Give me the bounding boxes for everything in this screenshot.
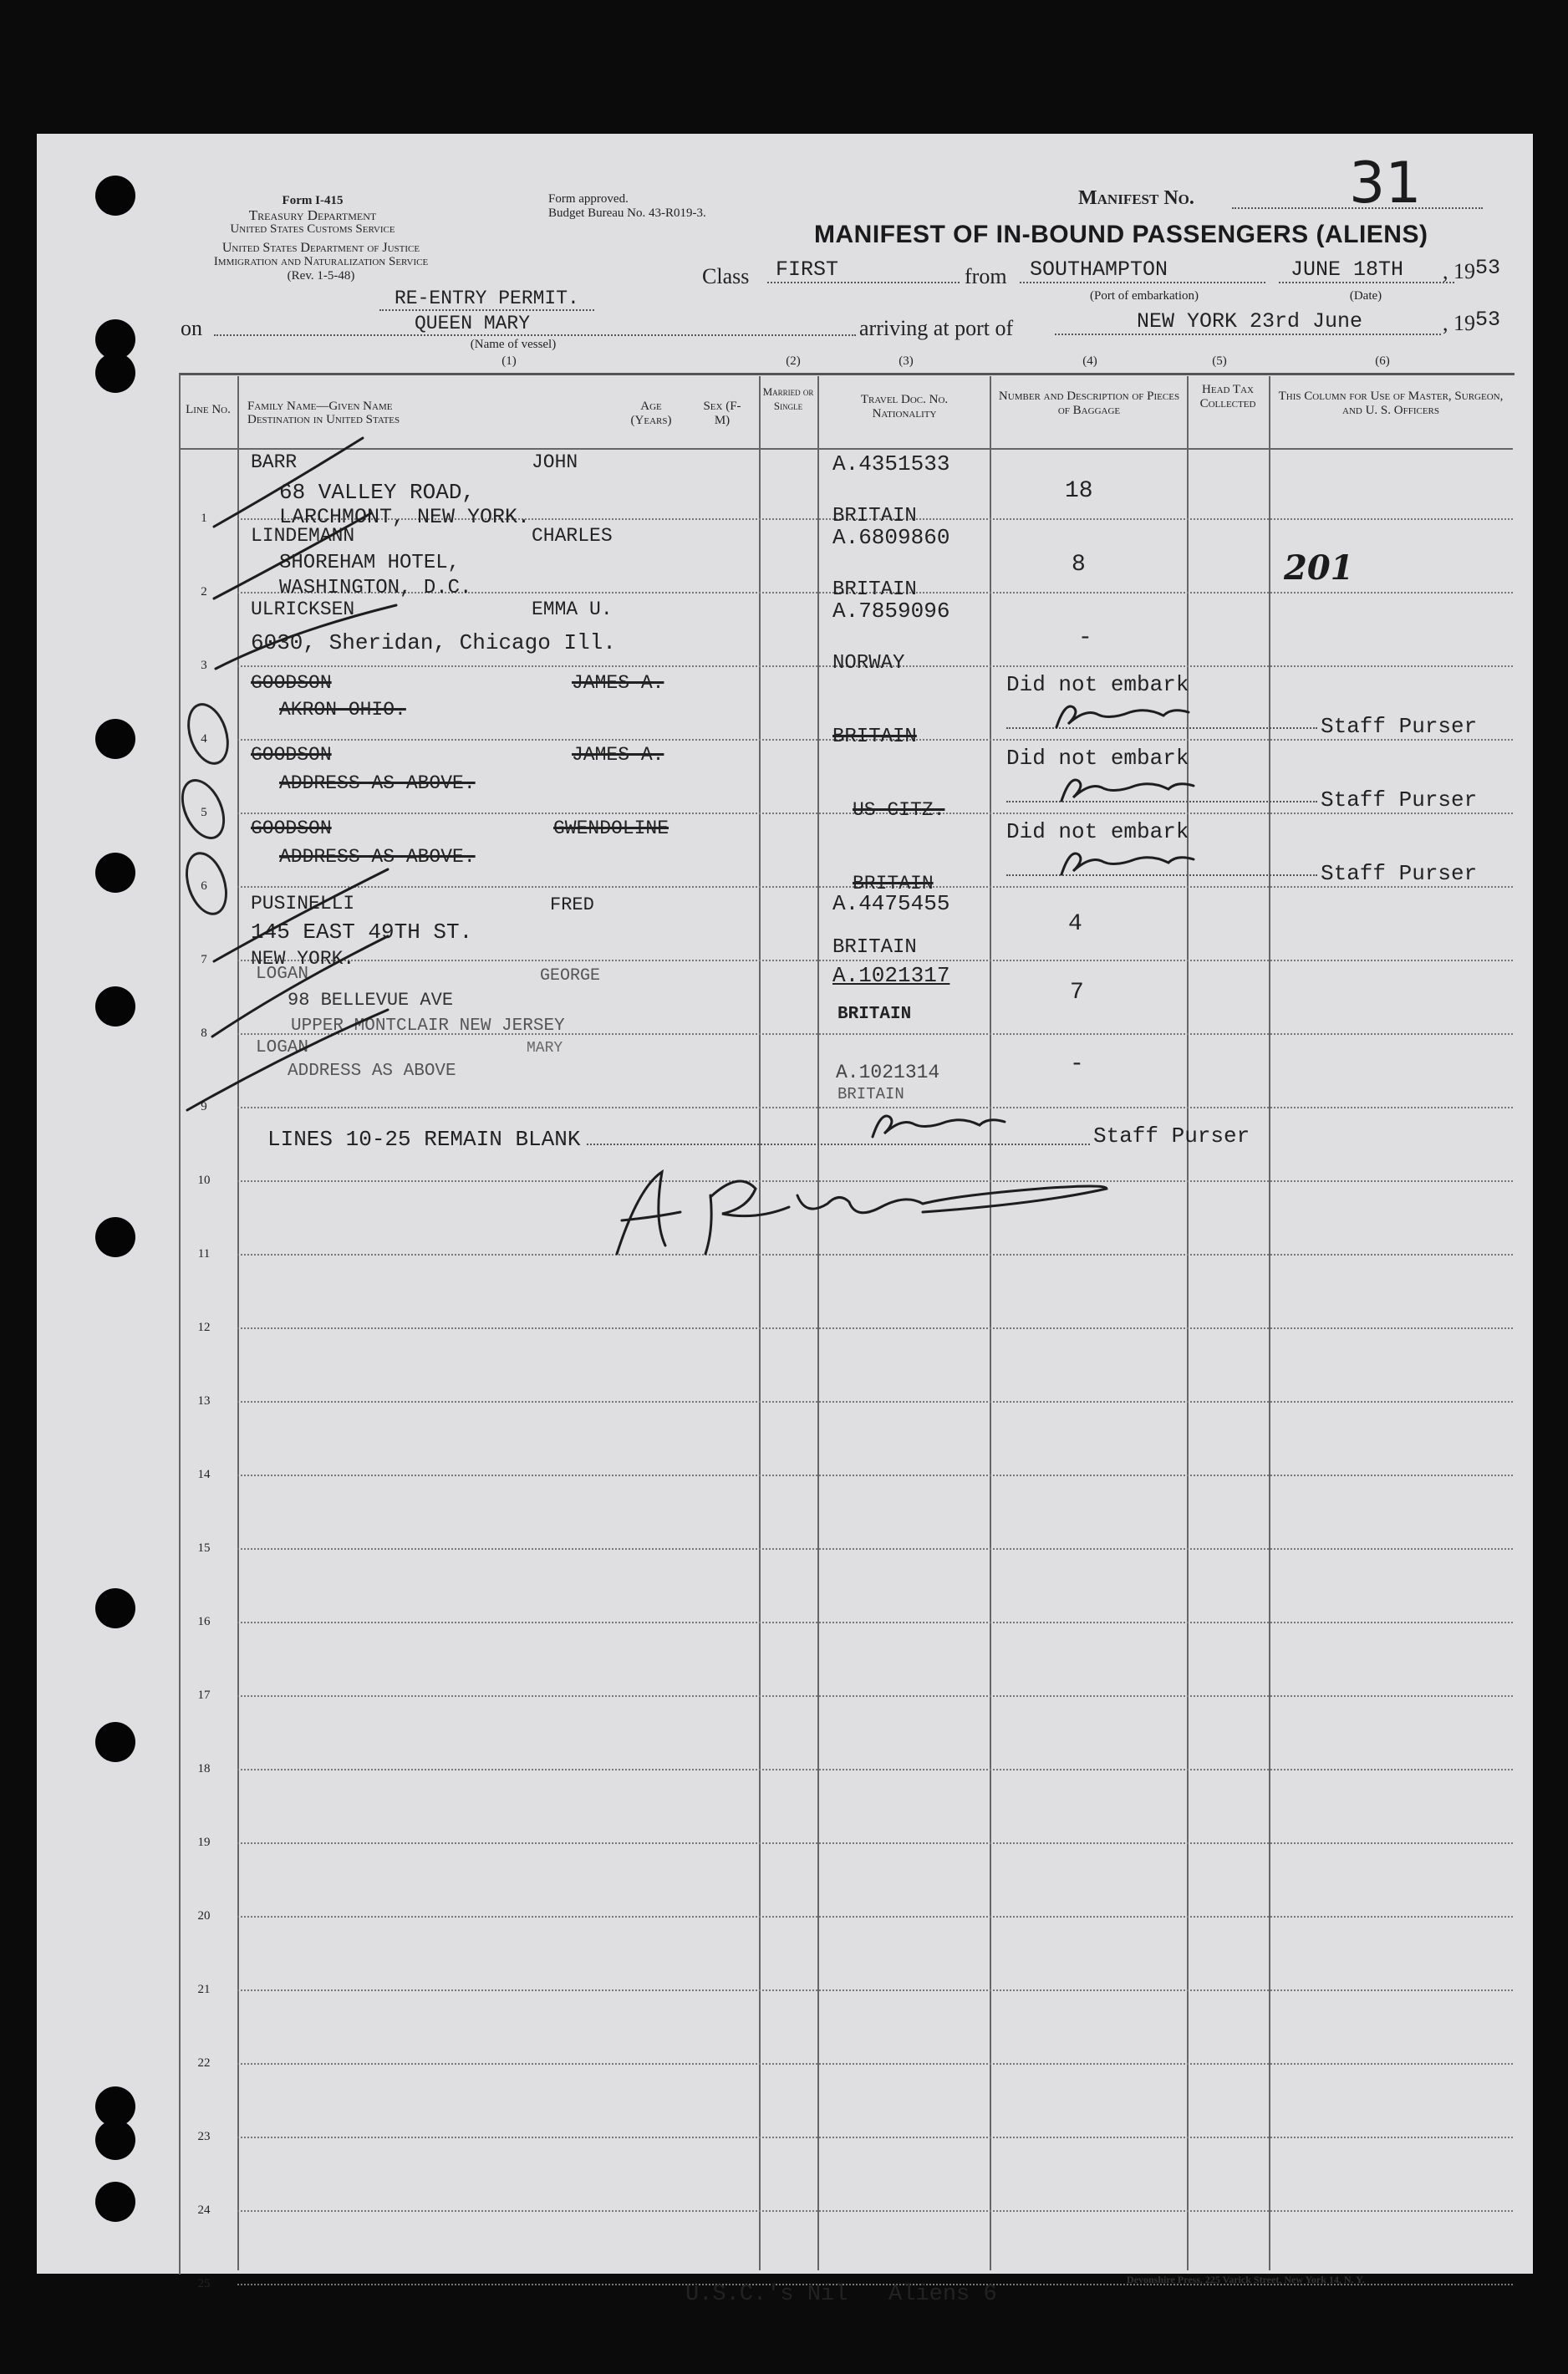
entry-4-family: GOODSON [251, 672, 332, 694]
year-1-prefix: , 19 [1443, 259, 1475, 283]
row-rule [237, 1475, 1513, 1476]
entry-7-family: PUSINELLI [251, 893, 355, 914]
entry-7-nationality: BRITAIN [832, 936, 917, 959]
class-value-text: FIRST [776, 257, 839, 282]
class-label: Class [702, 264, 750, 288]
entry-1-given: JOHN [532, 451, 578, 473]
arrival-port-text: NEW YORK 23rd June [1137, 309, 1363, 334]
row-rule [237, 1401, 1513, 1403]
line-number-3: 3 [201, 659, 207, 672]
entry-2-officer-mark: 201 [1284, 548, 1354, 588]
line-number-4: 4 [201, 732, 207, 746]
entry-3-addr1: 6030, Sheridan, Chicago Ill. [251, 630, 616, 655]
manifest-number: 31 [1349, 150, 1422, 217]
entry-3-baggage: - [1078, 625, 1092, 651]
punch-hole [95, 2182, 135, 2222]
arriving-label: arriving at port of [859, 316, 1014, 340]
hdr-name: Family Name—Given Name [247, 400, 393, 413]
hdr-married: Married or Single [762, 385, 814, 412]
entry-5-addr1: ADDRESS AS ABOVE. [279, 772, 476, 794]
hdr-travel-doc: Travel Doc. No. Nationality [860, 393, 949, 420]
line-number-8: 8 [201, 1027, 207, 1040]
line-number-25: 25 [197, 2277, 211, 2290]
purser-initials-6 [1061, 853, 1194, 874]
line-number-6: 6 [201, 879, 207, 893]
footer-summary: U.S.C.'s Nil Aliens 6 [685, 2282, 997, 2307]
row-rule [237, 1622, 1513, 1623]
entry-2-given: CHARLES [532, 525, 613, 547]
entry-7-addr2: NEW YORK. [251, 948, 355, 970]
col-num-6: (6) [1375, 354, 1390, 368]
entry-1-doc: A.4351533 [832, 451, 950, 476]
vessel-value-text: QUEEN MARY [415, 313, 531, 334]
hdr-age: Age (Years) [630, 400, 672, 427]
row-rule [237, 1842, 1513, 1844]
from-value-text: SOUTHAMPTON [1030, 257, 1168, 282]
row-rule [237, 2063, 1513, 2065]
row-rule [237, 1989, 1513, 1991]
entry-3-given: EMMA U. [532, 599, 613, 620]
col-num-2: (2) [786, 354, 801, 368]
line-number-5: 5 [201, 806, 207, 819]
entry-6-family: GOODSON [251, 818, 332, 839]
printer-credit: Devonshire Press, 225 Varick Street, New York 14, N. Y. [1127, 2274, 1365, 2285]
treasury-dept: Treasury Department [248, 207, 377, 223]
entry-4-nationality: BRITAIN [832, 726, 917, 748]
hdr-sex: Sex (F-M) [703, 400, 741, 427]
year-2-prefix: , 19 [1443, 311, 1475, 335]
entry-8-given: GEORGE [540, 966, 601, 986]
checkmark-9 [187, 1010, 388, 1110]
manifest-sheet [37, 134, 1533, 2307]
entry-8-addr1: 98 BELLEVUE AVE [288, 990, 454, 1011]
checkmark-1 [214, 438, 363, 527]
line-number-12: 12 [197, 1321, 211, 1334]
line-number-15: 15 [197, 1541, 211, 1555]
entry-2-family: LINDEMANN [251, 525, 355, 547]
form-number: Form I-415 [282, 194, 344, 207]
col-num-1: (1) [501, 354, 517, 368]
line-number-24: 24 [197, 2203, 211, 2217]
on-label: on [181, 316, 202, 340]
from-label: from [965, 264, 1007, 288]
row-rule [237, 1548, 1513, 1550]
budget-bureau: Budget Bureau No. 43-R019-3. [548, 206, 706, 220]
checkmark-7 [214, 869, 388, 961]
entry-2-doc: A.6809860 [832, 525, 950, 550]
entry-6-officer: Staff Purser [1321, 861, 1478, 886]
entry-8-family: LOGAN [256, 965, 309, 984]
entry-9-addr1: ADDRESS AS ABOVE [288, 1062, 456, 1081]
entry-4-officer: Staff Purser [1321, 714, 1478, 739]
hdr-officers: This Column for Use of Master, Surgeon, and U. S. Officers [1278, 390, 1504, 417]
entry-7-doc: A.4475455 [832, 891, 950, 916]
row-rule [237, 2210, 1513, 2212]
manifest-title: MANIFEST OF IN-BOUND PASSENGERS (ALIENS) [814, 221, 1428, 248]
date-caption: (Date) [1349, 289, 1382, 303]
manifest-no-label: Manifest No. [1078, 187, 1194, 209]
row-rule [237, 1695, 1513, 1697]
col-num-5: (5) [1212, 354, 1227, 368]
entry-3-nationality: NORWAY [832, 652, 905, 675]
entry-1-family: BARR [251, 451, 298, 473]
officer-signature [617, 1172, 1107, 1254]
line-number-13: 13 [197, 1394, 211, 1408]
hdr-baggage: Number and Description of Pieces of Baggage [998, 390, 1180, 417]
entry-7-given: FRED [550, 894, 594, 915]
line-number-2: 2 [201, 585, 207, 599]
blank-lines-note: LINES 10-25 REMAIN BLANK [267, 1127, 581, 1152]
justice-dept: United States Department of Justice [221, 241, 420, 255]
embark-caption: (Port of embarkation) [1090, 289, 1199, 303]
entry-5-nationality: US CITZ. [853, 799, 945, 821]
line-number-18: 18 [197, 1762, 211, 1775]
line-number-11: 11 [197, 1247, 211, 1261]
date-value-text: JUNE 18TH [1291, 257, 1404, 282]
col-num-3: (3) [899, 354, 914, 368]
entry-1-nationality: BRITAIN [832, 505, 917, 527]
entry-8-addr2: UPPER MONTCLAIR NEW JERSEY [291, 1016, 565, 1036]
entry-9-family: LOGAN [256, 1038, 309, 1057]
year-2-value: 53 [1475, 308, 1501, 332]
entry-6-nationality: BRITAIN [853, 873, 934, 894]
row-rule [237, 2137, 1513, 2138]
line-number-14: 14 [197, 1468, 211, 1481]
punch-hole [95, 1588, 135, 1628]
vessel-caption: (Name of vessel) [470, 338, 557, 351]
hdr-head-tax: Head Tax Collected [1199, 383, 1256, 410]
line-number-1: 1 [201, 512, 207, 525]
line-number-20: 20 [197, 1909, 211, 1923]
entry-9-doc: A.1021314 [836, 1062, 940, 1083]
customs-service: United States Customs Service [230, 222, 395, 236]
entry-2-addr1: SHOREHAM HOTEL, [279, 552, 461, 574]
line-number-9: 9 [201, 1100, 207, 1113]
entry-1-baggage: 18 [1065, 478, 1093, 504]
immigration-service: Immigration and Naturalization Service [213, 255, 429, 268]
line-number-21: 21 [197, 1983, 211, 1996]
entry-9-baggage: - [1070, 1052, 1084, 1077]
row-rule [237, 1769, 1513, 1770]
hdr-destination: Destination in United States [247, 413, 400, 426]
entry-4-addr1: AKRON OHIO. [279, 699, 406, 721]
purser-initials-5 [1061, 780, 1194, 801]
entry-8-nationality: BRITAIN [837, 1005, 912, 1024]
entry-7-baggage: 4 [1068, 911, 1082, 937]
reentry-permit-text: RE-ENTRY PERMIT. [379, 288, 594, 311]
line-number-16: 16 [197, 1615, 211, 1628]
punch-hole [95, 2120, 135, 2160]
line-number-19: 19 [197, 1836, 211, 1849]
revision: (Rev. 1-5-48) [287, 269, 355, 283]
entry-5-given: JAMES A. [572, 744, 664, 766]
entry-1-addr2: LARCHMONT, NEW YORK. [279, 505, 531, 529]
entry-9-nationality: BRITAIN [837, 1085, 904, 1103]
line-number-17: 17 [197, 1689, 211, 1702]
hdr-line-no: Line No. [186, 403, 231, 416]
entry-1-addr1: 68 VALLEY ROAD, [279, 480, 476, 505]
entry-2-nationality: BRITAIN [832, 578, 917, 601]
line-number-23: 23 [197, 2130, 211, 2143]
entry-4-baggage: Did not embark [1006, 672, 1189, 697]
blank-lines-sign: Staff Purser [1093, 1123, 1250, 1149]
line-number-22: 22 [197, 2056, 211, 2070]
entry-2-baggage: 8 [1072, 552, 1086, 578]
line-number-10: 10 [197, 1174, 211, 1187]
entry-8-baggage: 7 [1070, 980, 1084, 1006]
entry-3-doc: A.7859096 [832, 599, 950, 624]
entry-8-doc: A.1021317 [832, 963, 950, 988]
row-rule [237, 1327, 1513, 1329]
entry-6-given: GWENDOLINE [553, 818, 669, 839]
punch-hole [95, 1722, 135, 1762]
handwritten-marks [37, 134, 1533, 1304]
entry-7-addr1: 145 EAST 49TH ST. [251, 920, 473, 945]
entry-5-baggage: Did not embark [1006, 746, 1189, 771]
entry-3-family: ULRICKSEN [251, 599, 355, 620]
row-rule [237, 1916, 1513, 1918]
entry-9-given: MARY [527, 1040, 563, 1057]
entry-4-given: JAMES A. [572, 672, 664, 694]
entry-2-addr2: WASHINGTON, D.C. [279, 577, 472, 599]
entry-6-baggage: Did not embark [1006, 819, 1189, 844]
entry-5-family: GOODSON [251, 744, 332, 766]
line-number-7: 7 [201, 953, 207, 966]
col-num-4: (4) [1082, 354, 1097, 368]
year-1-value: 53 [1475, 256, 1501, 280]
entry-5-officer: Staff Purser [1321, 787, 1478, 813]
purser-initials-4 [1056, 706, 1189, 727]
purser-initials-blank [873, 1116, 1005, 1137]
form-approved: Form approved. [548, 192, 629, 206]
checkmark-2 [214, 513, 371, 599]
entry-6-addr1: ADDRESS AS ABOVE. [279, 846, 476, 868]
checkmark-3 [216, 605, 396, 669]
